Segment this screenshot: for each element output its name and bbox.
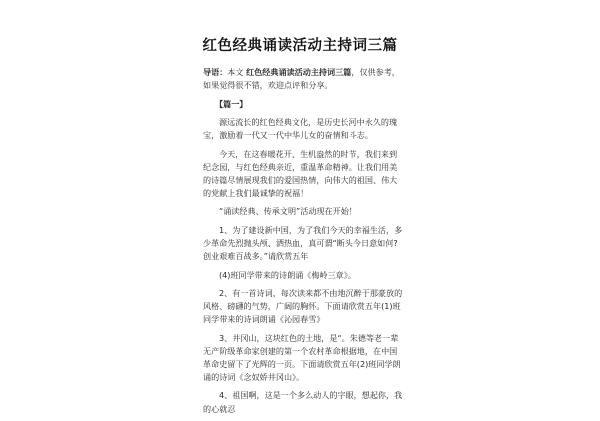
body-paragraph-7: 3、井冈山，这块红色的土地，是“。朱德等老一辈无产阶级革命家创建的第一个农村革命根据地，在中国革命史留下了光辉的一页。下面请欣赏五年(2)班同学朗诵的诗词《念奴娇井冈山》。 [203,332,401,382]
body-paragraph-5: (4)班同学带来的诗朗诵《梅岭三章》。 [219,269,356,280]
document-body [203,66,405,421]
document-title: 红色经典诵读活动主持词三篇 [202,38,398,54]
body-paragraph-1: 源远流长的红色经典文化，是历史长河中永久的瑰宝，激励着一代又一代中华儿女的奋情和斗志。 [203,117,398,141]
body-paragraph-3: “诵读经典、传承文明”活动现在开始！ [219,206,357,217]
lead-label: 导语： [203,67,228,77]
body-paragraph-4: 1、为了建设新中国，为了我们今天的幸福生活，多少革命先烈抛头颅、洒热血，真可谓“断头今日意如何?创业艰难百战多。”请欣赏五年 [203,224,403,262]
body-paragraph-8: 4、祖国啊，这是一个多么动人的字眼，想起你，我的心就忍 [203,390,403,414]
lead-article-title: 红色经典诵读活动主持词三篇 [246,67,352,77]
lead-prefix: 本文 [227,67,244,77]
section-heading: 【篇一】 [215,98,248,109]
body-paragraph-2: 今天，在这春暖花开、生机盎然的时节，我们来到纪念园，与红色经典亲近，重温革命精神。让我们用美的诗篇尽情展现我们的爱国热情，向伟大的祖国、伟大的党献上我们最诚挚的祝福！ [203,148,398,198]
lead-paragraph [203,66,405,92]
lead-suffix: ，仅供参考，如果觉得很不错，欢迎点评和分享。 [203,67,400,91]
body-paragraph-6: 2、有一首诗词，每次读来都不由地沉醉于那豪放的风格、磅礴的气势，广阔的胸怀。下面请欣赏五年(1)班同学带来的诗词朗诵《沁园春雪》 [203,288,403,325]
